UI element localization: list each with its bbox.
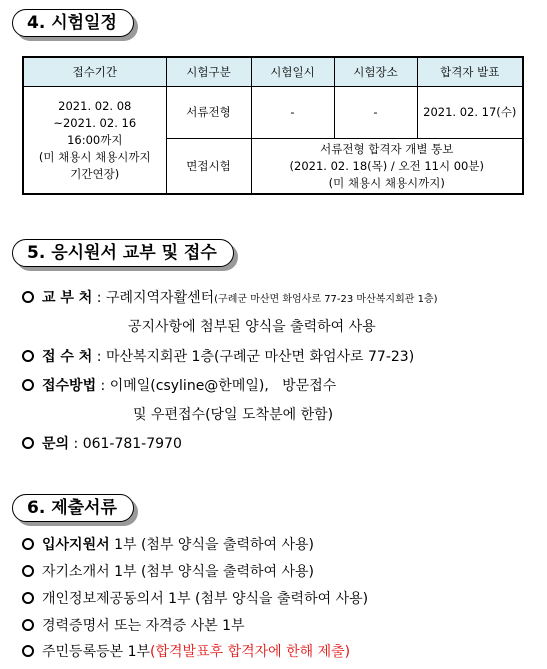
circle-bullet-icon [22, 437, 34, 449]
list-item [22, 536, 314, 554]
doc-detail: 1부 (첨부 양식을 출력하여 사용) [163, 591, 369, 607]
header-date: 시험일시 [251, 57, 334, 87]
contact-label: 문의 [42, 436, 70, 452]
method-line: 접수방법 : 이메일(csyline@한메일), 방문접수 [22, 377, 336, 395]
note-line: (2021. 02. 18(목) / 오전 11시 00분) [289, 158, 484, 173]
row2-note [251, 139, 523, 195]
circle-bullet-icon [22, 565, 34, 577]
circle-bullet-icon [22, 619, 34, 631]
row2-type: 면접시험 [166, 139, 251, 195]
period-line: 기간연장) [70, 166, 120, 181]
issue-note: 공지사항에 첨부된 양식을 출력하여 사용 [128, 319, 376, 335]
method-visit: 방문접수 [282, 378, 337, 394]
circle-bullet-icon [22, 645, 34, 657]
header-place: 시험장소 [334, 57, 417, 87]
doc-detail: 1부 (첨부 양식을 출력하여 사용) [109, 537, 314, 553]
table-row [23, 87, 523, 139]
doc-detail: 1부 (첨부 양식을 출력하여 사용) [109, 564, 314, 580]
method-post: 및 우편접수(당일 도착분에 한함) [133, 407, 334, 423]
period-cell [23, 87, 166, 195]
list-item [22, 590, 368, 608]
circle-bullet-icon [22, 538, 34, 550]
doc-name: 자기소개서 [42, 564, 110, 580]
doc-name: 개인정보제공동의서 [42, 591, 164, 607]
circle-bullet-icon [22, 592, 34, 604]
period-line: 2021. 02. 08 [58, 98, 132, 113]
doc-name: 경력증명서 또는 자격증 사본 [42, 618, 218, 634]
contact-value: 061-781-7970 [82, 436, 182, 452]
row1-date: - [251, 87, 334, 139]
issue-label: 교 부 처 [42, 290, 93, 306]
contact-line: 문의 : 061-781-7970 [22, 435, 182, 453]
circle-bullet-icon [22, 350, 34, 362]
note-line: (미 채용시 채용시까지) [328, 175, 445, 190]
row1-announce: 2021. 02. 17(수) [417, 87, 523, 139]
header-announce: 합격자 발표 [417, 57, 523, 87]
section-4-title: 4. 시험일정 [12, 9, 134, 37]
row1-place: - [334, 87, 417, 139]
receive-line: 접 수 처 : 마산복지회관 1층(구례군 마산면 화엄사로 77-23) [22, 348, 414, 366]
method-label: 접수방법 [42, 378, 97, 394]
period-line: (미 채용시 채용시까지 [38, 149, 151, 164]
issue-line: 교 부 처 : 구례지역자활센터(구례군 마산면 화엄사로 77-23 마산복지회관 1층) [22, 289, 438, 309]
issue-value: 구례지역자활센터 [105, 290, 215, 306]
note-line: 서류전형 합격자 개별 통보 [320, 141, 454, 156]
doc-detail: 1부 [123, 644, 151, 660]
schedule-table [22, 56, 524, 195]
header-type: 시험구분 [166, 57, 251, 87]
period-line: 16:00까지 [67, 132, 123, 147]
doc-name: 주민등록등본 [42, 644, 124, 660]
receive-value: 마산복지회관 1층(구례군 마산면 화엄사로 77-23) [105, 349, 415, 365]
receive-label: 접 수 처 [42, 349, 93, 365]
doc-name: 입사지원서 [42, 537, 110, 553]
list-item [22, 563, 314, 581]
header-period: 접수기간 [23, 57, 166, 87]
issue-address: (구례군 마산면 화엄사로 77-23 마산복지회관 1층) [214, 294, 438, 305]
circle-bullet-icon [22, 291, 34, 303]
section-5-title: 5. 응시원서 교부 및 접수 [12, 239, 234, 267]
doc-detail: 1부 [217, 618, 245, 634]
period-line: ~2021. 02. 16 [53, 115, 137, 130]
section-6-title: 6. 제출서류 [12, 494, 134, 522]
method-email: 이메일(csyline@한메일), [109, 378, 269, 394]
doc-note: (합격발표후 합격자에 한해 제출) [150, 644, 351, 660]
circle-bullet-icon [22, 379, 34, 391]
table-header-row [23, 57, 523, 87]
list-item [22, 617, 245, 635]
row1-type: 서류전형 [166, 87, 251, 139]
list-item [22, 643, 350, 661]
